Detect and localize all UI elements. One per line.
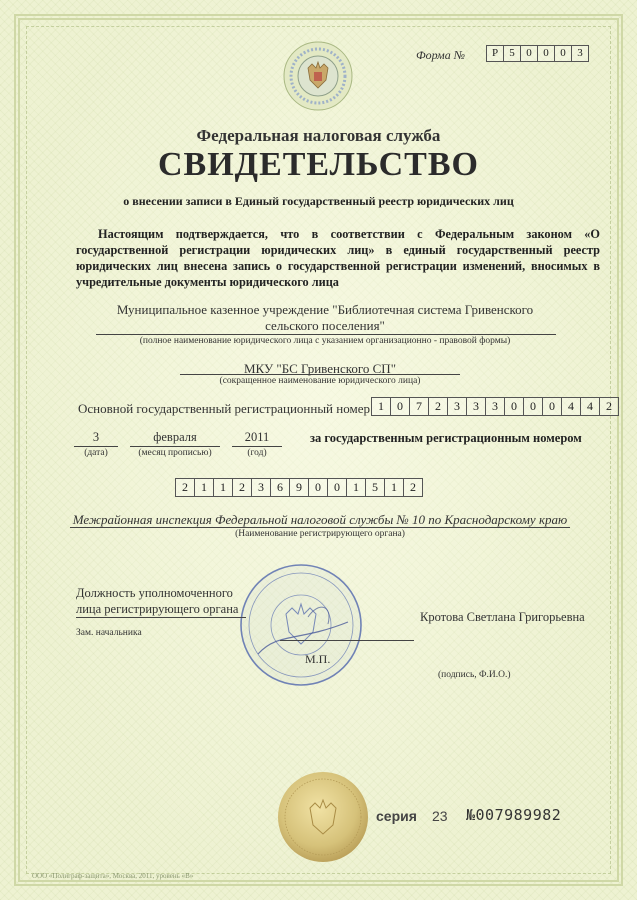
registration-digit: 0 (327, 478, 347, 497)
ogrn-digit: 1 (371, 397, 391, 416)
position-underline (76, 617, 246, 618)
ogrn-digit: 7 (409, 397, 429, 416)
form-code-boxes (487, 45, 589, 62)
ogrn-digit: 0 (504, 397, 524, 416)
statement-paragraph: Настоящим подтверждается, что в соответствии с Федеральным законом «О государственной регистрации юридических лиц» в единый государственный реестр юридических лиц внесена запись о государственной регистрации изменений, вносимых в учредительные документы юридического лица (76, 227, 600, 289)
authority-underline (70, 527, 570, 528)
short-name-underline (180, 374, 460, 375)
ogrn-digit: 3 (447, 397, 467, 416)
form-code-cell: 0 (520, 45, 538, 62)
signature-line (280, 640, 414, 641)
registration-digit: 1 (213, 478, 233, 497)
position-label (76, 585, 238, 617)
ogrn-digit: 2 (599, 397, 619, 416)
registration-digit: 6 (270, 478, 290, 497)
agency-name: Федеральная налоговая служба (196, 126, 441, 145)
registration-digit: 5 (365, 478, 385, 497)
form-code-cell: Р (486, 45, 504, 62)
form-code-cell: 5 (503, 45, 521, 62)
date-month: февраля (153, 430, 197, 444)
date-day-caption: (дата) (84, 448, 108, 458)
authority-caption: (Наименование регистрирующего органа) (235, 529, 405, 539)
date-year: 2011 (244, 430, 270, 444)
ogrn-digit: 4 (561, 397, 581, 416)
ogrn-digit: 2 (428, 397, 448, 416)
registration-digit: 0 (308, 478, 328, 497)
full-name-caption: (полное наименование юридического лица с указанием организационно - правовой формы) (139, 336, 511, 346)
registration-number-boxes (176, 478, 423, 497)
ogrn-digit: 0 (523, 397, 543, 416)
stamp-place-label: М.П. (305, 652, 331, 666)
registration-digit: 2 (175, 478, 195, 497)
ogrn-boxes (372, 397, 619, 416)
date-year-underline (232, 446, 282, 447)
registration-phrase: за государственным регистрационным номером (310, 431, 582, 445)
position-label-line1: Должность уполномоченного (76, 586, 233, 600)
entity-short-name: МКУ "БС Гривенского СП" (243, 361, 397, 376)
authority-name: Межрайонная инспекция Федеральной налоговой службы № 10 по Краснодарскому краю (72, 512, 568, 527)
date-year-caption: (год) (247, 448, 267, 458)
certificate-number: №007989982 (466, 806, 562, 824)
entity-full-name: Муниципальное казенное учреждение "Библиотечная система Гривенского сельского поселения" (116, 302, 534, 333)
ogrn-digit: 0 (542, 397, 562, 416)
date-day: 3 (92, 430, 100, 444)
registration-digit: 1 (384, 478, 404, 497)
registration-digit: 1 (194, 478, 214, 497)
ogrn-label: Основной государственный регистрационный номер (78, 401, 370, 416)
form-code-cell: 0 (554, 45, 572, 62)
registration-digit: 3 (251, 478, 271, 497)
registration-digit: 2 (232, 478, 252, 497)
document-subtitle: о внесении записи в Единый государственный реестр юридических лиц (123, 194, 514, 208)
date-month-underline (130, 446, 220, 447)
gold-seal-icon (276, 770, 370, 864)
signer-name: Кротова Светлана Григорьевна (420, 610, 585, 624)
printer-note: ООО «Полиграф-защита», Москва, 2011, уровень «В» (32, 872, 194, 880)
form-code-cell: 3 (571, 45, 589, 62)
series-label: серия (376, 808, 417, 824)
position-label-line2: лица регистрирующего органа (76, 602, 239, 616)
ogrn-digit: 0 (390, 397, 410, 416)
series-value: 23 (432, 808, 448, 824)
date-day-underline (74, 446, 118, 447)
date-month-caption: (месяц прописью) (138, 448, 212, 458)
signature-caption: (подпись, Ф.И.О.) (438, 670, 511, 680)
coat-of-arms-emblem-icon (282, 40, 354, 112)
ogrn-digit: 3 (466, 397, 486, 416)
form-code-cell: 0 (537, 45, 555, 62)
registration-digit: 9 (289, 478, 309, 497)
registration-digit: 2 (403, 478, 423, 497)
short-name-caption: (сокращенное наименование юридического лица) (219, 376, 421, 386)
full-name-underline (96, 334, 556, 335)
ogrn-digit: 4 (580, 397, 600, 416)
position-value: Зам. начальника (76, 628, 142, 638)
form-label: Форма № (416, 48, 466, 62)
ogrn-digit: 3 (485, 397, 505, 416)
document-title: СВИДЕТЕЛЬСТВО (158, 146, 479, 183)
official-stamp-icon (238, 562, 364, 688)
registration-digit: 1 (346, 478, 366, 497)
